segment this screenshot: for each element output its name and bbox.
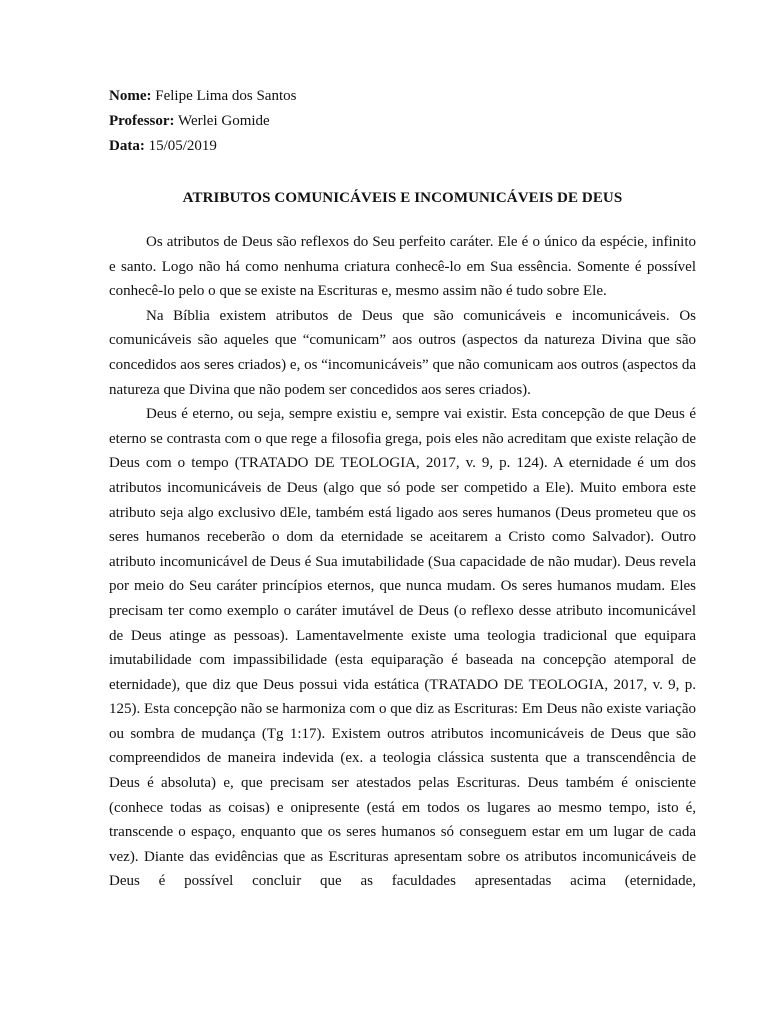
document-title: ATRIBUTOS COMUNICÁVEIS E INCOMUNICÁVEIS DE DEUS: [182, 190, 623, 206]
paragraph-intro: Os atributos de Deus são reflexos do Seu perfeito caráter. Ele é o único da espécie, infinito e santo. Logo não há como nenhuma criatura conhecê-lo em Sua essência. Somente é possível conhecê-lo pelo o que se existe na Escrituras e, mesmo assim não é tudo sobre Ele.: [109, 234, 696, 300]
date-line: [109, 134, 696, 159]
date-value: 15/05/2019: [148, 138, 217, 154]
paragraph-eternity: Deus é eterno, ou seja, sempre existiu e, sempre vai existir. Esta concepção de que Deus é eterno se contrasta com o que rege a filosofia grega, pois eles não acreditam que existe relação de Deus com o tempo (TRATADO DE TEOLOGIA, 2017, v. 9, p. 124). A eternidade é um dos atributos incomunicáveis de Deus (algo que só pode ser competido a Ele). Muito embora este atributo seja algo exclusivo dEle, também está ligado aos seres humanos (Deus prometeu que os seres humanos receberão o dom da eternidade se aceitarem a Cristo como Salvador). Outro atributo incomunicável de Deus é Sua imutabilidade (Sua capacidade de não mudar). Deus revela por meio do Seu caráter princípios eternos, que nunca mudam. Os seres humanos mudam. Eles precisam ter como exemplo o caráter imutável de Deus (o reflexo desse atributo incomunicável de Deus atinge as pessoas). Lamentavelmente existe uma teologia tradicional que equipara imutabilidade com impassibilidade (esta equiparação é baseada na concepção atemporal de eternidade), que diz que Deus possui vida estática (TRATADO DE TEOLOGIA, 2017, v. 9, p. 125). Esta concepção não se harmoniza com o que diz as Escrituras: Em Deus não existe variação ou sombra de mudança (Tg 1:17). Existem outros atributos incomunicáveis de Deus que são compreendidos de maneira indevida (ex. a teologia clássica sustenta que a transcendência de Deus é absoluta) e, que precisam ser atestados pelas Escrituras. Deus também é onisciente (conhece todas as coisas) e onipresente (está em todos os lugares ao mesmo tempo, isto é, transcende o espaço, enquanto que os seres humanos só conseguem estar em um lugar de cada vez). Diante das evidências que as Escrituras apresentam sobre os atributos incomunicáveis de Deus é possível concluir que as faculdades apresentadas acima (eternidade,: [109, 406, 696, 890]
name-label: Nome:: [109, 88, 152, 104]
professor-label: Professor:: [109, 113, 175, 129]
professor-name: Werlei Gomide: [178, 113, 270, 129]
date-label: Data:: [109, 138, 145, 154]
professor-line: [109, 109, 696, 134]
student-name-line: [109, 84, 696, 109]
paragraph-definitions: Na Bíblia existem atributos de Deus que são comunicáveis e incomunicáveis. Os comunicáveis são aqueles que “comunicam” aos outros (aspectos da natureza Divina que são concedidos aos seres criados) e, os “incomunicáveis” que não comunicam aos outros (aspectos da natureza que Divina que não podem ser concedidos aos seres criados).: [109, 307, 696, 398]
student-name: Felipe Lima dos Santos: [155, 88, 297, 104]
